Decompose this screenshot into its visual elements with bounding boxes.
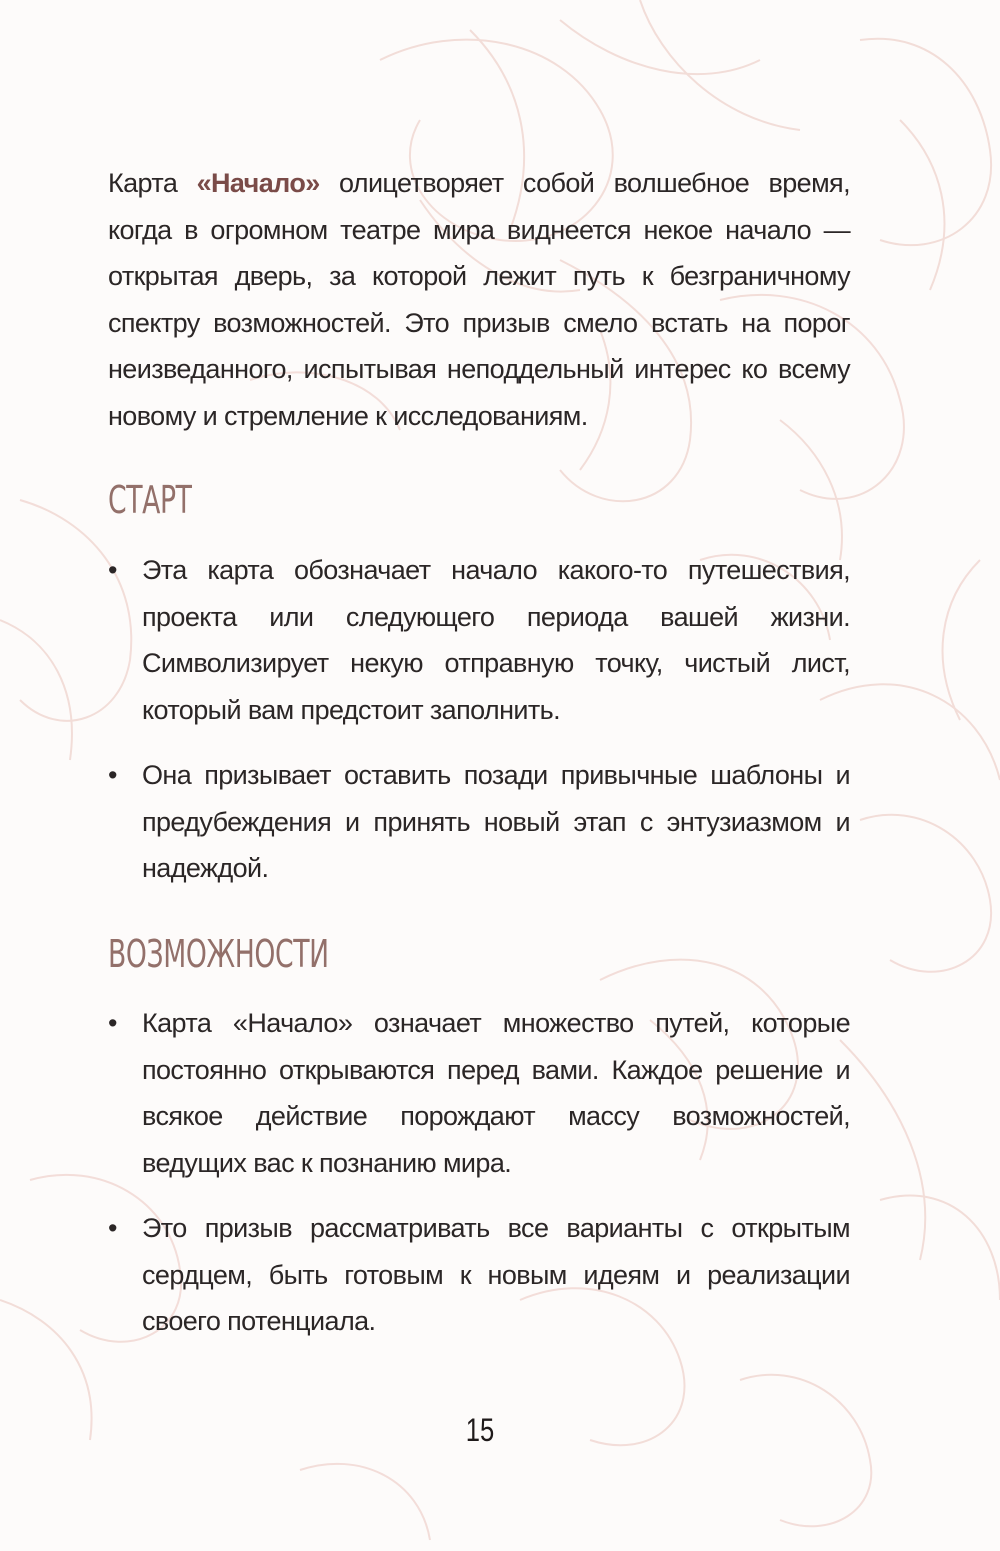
intro-text-before: Карта [108,168,197,198]
list-item-text: Это призыв рассматривать все варианты с открытым сердцем, быть готовым к новым идеям и реализации своего потенциала. [142,1213,850,1336]
intro-text-after: олицетворяет собой волшебное время, когда в огромном театре мира виднеется некое начало — открытая дверь, за которой лежит путь к безграничному спектру возможностей. Это призыв смело встать на порог неизведанного, испытывая неподдельный интерес ко всему новому и стремление к исследованиям. [108,168,850,431]
list-item [108,1000,850,1186]
list-item-text: Карта «Начало» означает множество путей, которые постоянно открываются перед вами. Каждое решение и всякое действие порождают массу возможностей, ведущих вас к познанию мира. [142,1008,850,1178]
bullet-icon: • [108,555,117,585]
section-heading-start: СТАРТ [108,478,192,522]
list-item [108,1205,850,1345]
list-item-text: Эта карта обозначает начало какого-то путешествия, проекта или следующего периода вашей жизни. Символизирует некую отправную точку, чистый лист, который вам предстоит заполнить. [142,555,850,725]
section-heading-opportunities: ВОЗМОЖНОСТИ [108,932,329,976]
bullet-icon: • [108,760,117,790]
list-item [108,752,850,892]
page-number: 15 [465,1412,495,1448]
bullet-icon: • [108,1008,117,1038]
card-name-highlight: «Начало» [196,168,320,198]
intro-paragraph [108,160,850,439]
bullet-icon: • [108,1213,117,1243]
list-item-text: Она призывает оставить позади привычные шаблоны и предубеждения и принять новый этап с энтузиазмом и надеждой. [142,760,850,883]
list-item [108,547,850,733]
